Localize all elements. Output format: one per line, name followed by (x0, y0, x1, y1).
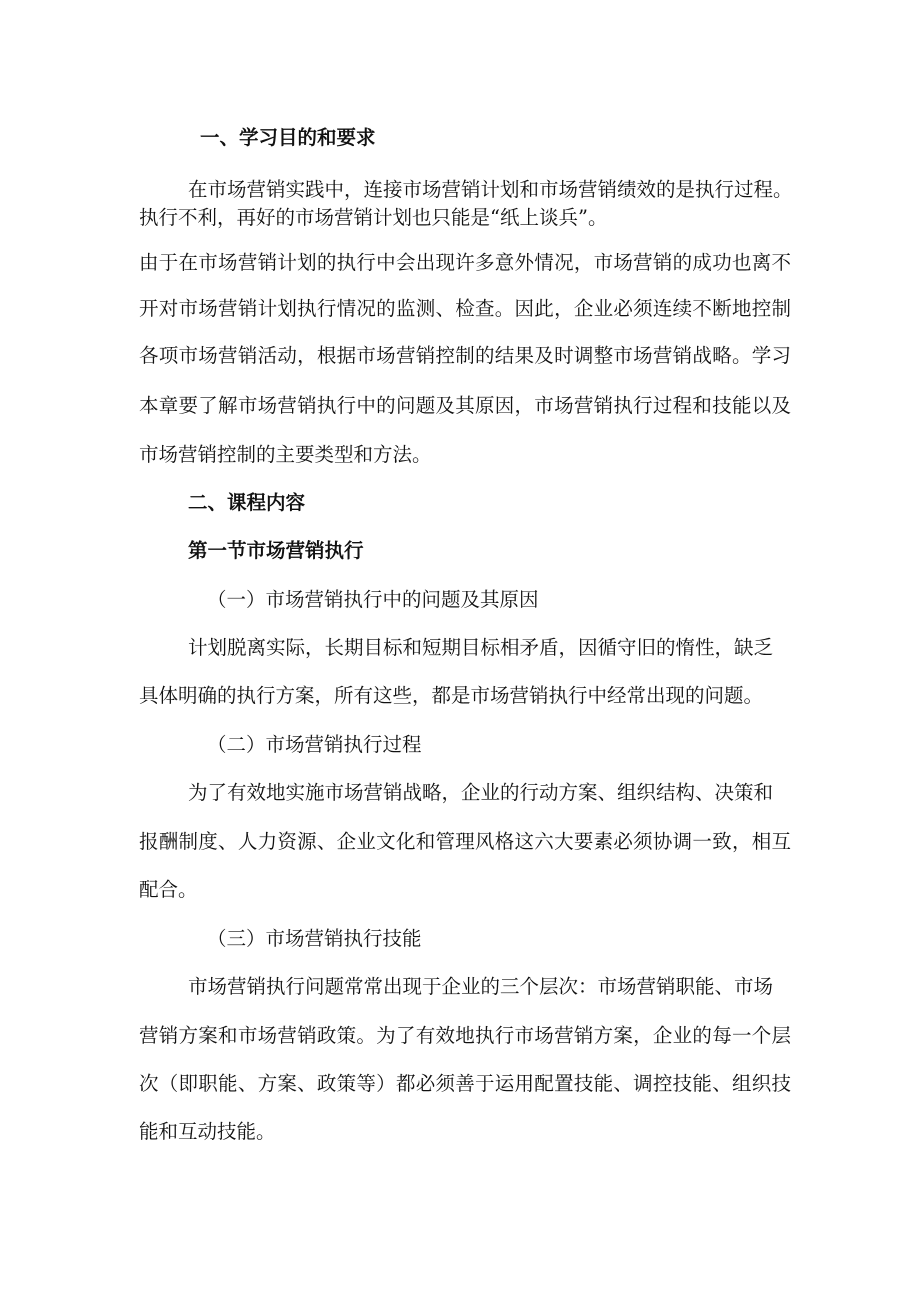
paragraph-line: 由于在市场营销计划的执行中会出现许多意外情况，市场营销的成功也离不 (139, 251, 791, 274)
paragraph-line: 在市场营销实践中，连接市场营销计划和市场营销绩效的是执行过程。 (188, 178, 793, 201)
paragraph-line: 营销方案和市场营销政策。为了有效地执行市场营销方案，企业的每一个层 (139, 1024, 791, 1047)
paragraph-line: 具体明确的执行方案，所有这些，都是市场营销执行中经常出现的问题。 (139, 684, 764, 707)
paragraph-line: 能和互动技能。 (139, 1120, 276, 1143)
paragraph-line: 计划脱离实际，长期目标和短期目标相矛盾，因循守旧的惰性，缺乏 (188, 636, 774, 659)
paragraph-line: 报酬制度、人力资源、企业文化和管理风格这六大要素必须协调一致，相互 (139, 830, 791, 853)
section-heading-goals: 一、学习目的和要求 (200, 126, 376, 149)
paragraph-line: 市场营销控制的主要类型和方法。 (139, 443, 432, 466)
paragraph-line: 市场营销执行问题常常出现于企业的三个层次：市场营销职能、市场 (188, 975, 774, 998)
paragraph-line: 各项市场营销活动，根据市场营销控制的结果及时调整市场营销战略。学习 (139, 344, 791, 367)
item-title-problems: （一）市场营销执行中的问题及其原因 (207, 588, 539, 611)
item-title-skills: （三）市场营销执行技能 (207, 927, 422, 950)
paragraph-line: 执行不利，再好的市场营销计划也只能是“纸上谈兵”。 (139, 206, 608, 229)
paragraph-line: 开对市场营销计划执行情况的监测、检查。因此，企业必须连续不断地控制 (139, 297, 791, 320)
paragraph-line: 本章要了解市场营销执行中的问题及其原因，市场营销执行过程和技能以及 (139, 394, 791, 417)
paragraph-line: 次（即职能、方案、政策等）都必须善于运用配置技能、调控技能、组织技 (139, 1072, 791, 1095)
section-heading-content: 二、课程内容 (188, 491, 306, 514)
paragraph-line: 为了有效地实施市场营销战略，企业的行动方案、组织结构、决策和 (188, 781, 774, 804)
paragraph-line: 配合。 (139, 878, 198, 901)
item-title-process: （二）市场营销执行过程 (207, 733, 422, 756)
chapter-subheading: 第一节市场营销执行 (188, 539, 364, 562)
